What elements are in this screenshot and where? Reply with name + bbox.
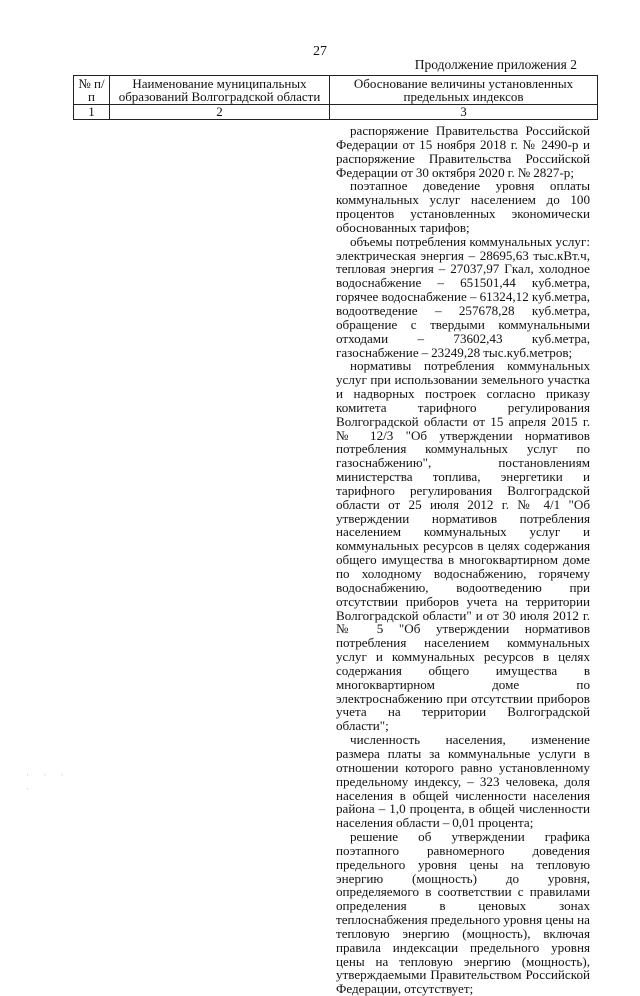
paragraph-consumption-norms: нормативы потребления коммунальных услуг при использовании земельного участка и надворных построек согласно приказу комитета тарифного регулирования Волгоградской области от 15 апреля 2015 г. № 12/3 "Об утверждении нормативов потребления коммунальных услуг по газоснабжению", постановлениям министерства топлива, энергетики и тарифного регулирования Волгоградской области от 25 июля 2012 г. № 4/1 "Об утверждении нормативов потребления населением коммунальных услуг и коммунальных ресурсов в целях содержания общего имущества в многоквартирном доме по холодному водоснабжению, горячему водоснабжению, водоотведению при отсутствии приборов учета на территории Волгоградской области" и от 30 июля 2012 г. № 5 "Об утверждении нормативов потребления населением коммунальных услуг и коммунальных ресурсов в целях содержания общего имущества в многоквартирном доме по электроснабжению при отсутствии приборов учета на территории Волгоградской области";	[336, 358, 590, 734]
annex-table-header	[73, 75, 598, 120]
column-number-2: 2	[110, 105, 330, 120]
page-number: 27	[313, 44, 327, 59]
continuation-label: Продолжение приложения 2	[414, 57, 577, 72]
scan-artifact: · · · ·	[26, 770, 70, 794]
column-header-justification: Обоснование величины установленных предельных индексов	[330, 76, 598, 105]
paragraph-decrees: распоряжение Правительства Российской Федерации от 15 ноября 2018 г. № 2490-р и распоряжение Правительства Российской Федерации от 30 октября 2020 г. № 2827-р;	[336, 123, 590, 180]
justification-text	[336, 124, 590, 996]
paragraph-population: численность населения, изменение размера платы за коммунальные услуги в отношении которого равно установленному предельному индексу, – 323 человека, доля населения в общей численности населения района – 1,0 процента, в общей численности населения области – 0,01 процента;	[336, 732, 590, 831]
table-header-row	[74, 76, 598, 105]
column-header-number: № п/п	[74, 76, 110, 105]
column-header-municipality: Наименование муниципальных образований Волгоградской области	[110, 76, 330, 105]
paragraph-heat-price-schedule: решение об утверждении графика поэтапного равномерного доведения предельного уровня цены на тепловую энергию (мощность) до уровня, определяемого в соответствии с правилами определения в ценовых зонах теплоснабжения предельного уровня цены на тепловую энергию (мощность), включая правила индексации предельного уровня цены на тепловую энергию (мощность), утверждаемыми Правительством Российской Федерации, отсутствует;	[336, 829, 590, 996]
table-column-numbers-row	[74, 105, 598, 120]
column-number-1: 1	[74, 105, 110, 120]
paragraph-phased-payment: поэтапное доведение уровня оплаты коммунальных услуг населением до 100 процентов установленных экономически обоснованных тарифов;	[336, 178, 590, 235]
column-number-3: 3	[330, 105, 598, 120]
paragraph-consumption-volumes: объемы потребления коммунальных услуг: электрическая энергия – 28695,63 тыс.кВт.ч, тепловая энергия – 27037,97 Гкал, холодное водоснабжение – 651501,44 куб.метра, горячее водоснабжение – 61324,12 куб.метра, водоотведение – 257678,28 куб.метра, обращение с твердыми коммунальными отходами – 73602,43 куб.метра, газоснабжение – 23249,28 тыс.куб.метров;	[336, 233, 590, 360]
